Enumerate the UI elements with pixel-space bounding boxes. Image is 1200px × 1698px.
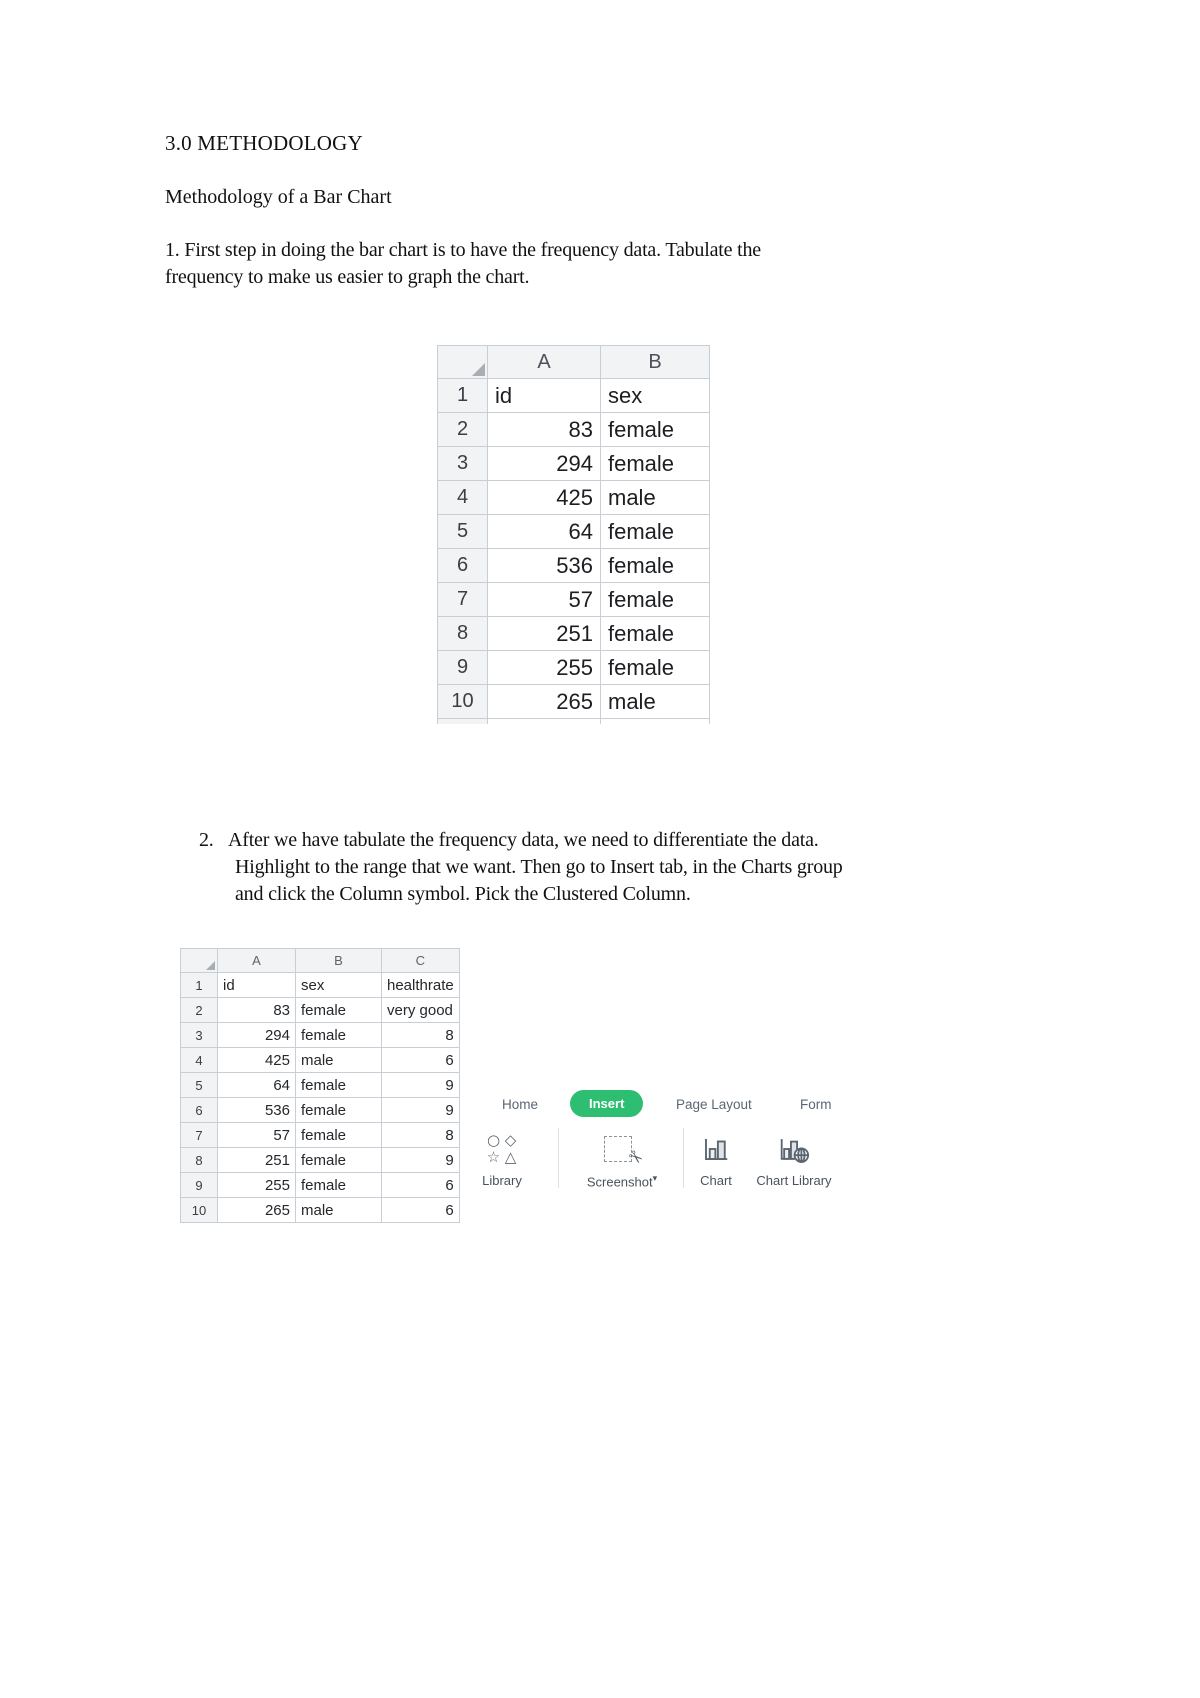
cell-b: female [296, 1098, 382, 1123]
chart-button[interactable] [686, 1130, 746, 1188]
cell-c: 9 [382, 1148, 460, 1173]
cell-a: 251 [218, 1148, 296, 1173]
table-row [181, 1098, 460, 1123]
row-number-cell: 5 [438, 515, 488, 549]
row-number-cell: 6 [438, 549, 488, 583]
cell-b: sex [296, 973, 382, 998]
star-shape-icon: ☆ [486, 1148, 501, 1166]
cell-b: female [601, 549, 710, 583]
diamond-shape-icon: ◇ [504, 1131, 517, 1149]
cell-c: 6 [382, 1048, 460, 1073]
cell-b: male [601, 481, 710, 515]
table-row [438, 617, 710, 651]
row-number-cell: 4 [181, 1048, 218, 1073]
row-number-cell: 10 [181, 1198, 218, 1223]
cell-a: 57 [218, 1123, 296, 1148]
table-row [438, 583, 710, 617]
cell-a: 265 [488, 685, 601, 719]
cell-c: very good [382, 998, 460, 1023]
cell-a: 536 [218, 1098, 296, 1123]
row-number-cell: 8 [181, 1148, 218, 1173]
table-row [181, 973, 460, 998]
step-1-line-1: 1. First step in doing the bar chart is to have the frequency data. Tabulate the [165, 239, 761, 261]
row-number-cell: 10 [438, 685, 488, 719]
table-row [438, 447, 710, 481]
table-row [438, 379, 710, 413]
cell-b: female [296, 1073, 382, 1098]
cell-b: female [601, 515, 710, 549]
screenshot-icon [604, 1130, 647, 1171]
tab-page-layout[interactable]: Page Layout [676, 1097, 752, 1112]
table-row [438, 481, 710, 515]
chart-library-label: Chart Library [756, 1173, 832, 1188]
table-row [438, 685, 710, 719]
circle-shape-icon: ○ [486, 1131, 501, 1149]
row-number-cell: 5 [181, 1073, 218, 1098]
triangle-shape-icon: △ [504, 1148, 517, 1166]
screenshot-button[interactable] [566, 1130, 678, 1189]
row-number-cell: 1 [181, 973, 218, 998]
row-number-cell: 7 [438, 583, 488, 617]
cell-b: male [296, 1048, 382, 1073]
sheet2-header-row [181, 949, 460, 973]
table-row [181, 998, 460, 1023]
cell-b: female [296, 1123, 382, 1148]
cell-b: female [601, 617, 710, 651]
spreadsheet-2 [180, 948, 460, 1223]
cell-a: id [218, 973, 296, 998]
group-divider [558, 1128, 559, 1188]
cell-a: 294 [218, 1023, 296, 1048]
cell-a: 64 [488, 515, 601, 549]
table-row [181, 1198, 460, 1223]
step-1-paragraph [165, 237, 761, 291]
table-row [438, 515, 710, 549]
cell-b: female [601, 583, 710, 617]
cell-c: 6 [382, 1198, 460, 1223]
step-1-line-2: frequency to make us easier to graph the chart. [165, 266, 530, 288]
row-number-cell: 3 [181, 1023, 218, 1048]
step-2-paragraph [199, 827, 843, 908]
column-header-a: A [218, 949, 296, 973]
select-all-cell [181, 949, 218, 973]
cell-b: male [601, 685, 710, 719]
table-row [181, 1073, 460, 1098]
partial-row [438, 719, 710, 725]
spreadsheet-1 [437, 345, 710, 724]
section-heading: 3.0 METHODOLOGY [165, 131, 363, 155]
cell-b: sex [601, 379, 710, 413]
cell-a: 265 [218, 1198, 296, 1223]
cell-a: 83 [218, 998, 296, 1023]
table-row [181, 1023, 460, 1048]
cell-a: 64 [218, 1073, 296, 1098]
step-2-number: 2. [199, 829, 214, 851]
step-2-line-1 [199, 827, 843, 854]
cell-b: male [296, 1198, 382, 1223]
step-2-line-3: and click the Column symbol. Pick the Clustered Column. [235, 883, 691, 905]
cell-c: 9 [382, 1073, 460, 1098]
column-header-b: B [601, 346, 710, 379]
row-number-cell: 2 [181, 998, 218, 1023]
row-number-cell: 6 [181, 1098, 218, 1123]
chart-library-button[interactable] [750, 1130, 838, 1188]
cell-a: 425 [218, 1048, 296, 1073]
bar-chart-icon [701, 1130, 731, 1168]
cell-c: 8 [382, 1123, 460, 1148]
cell-a: 536 [488, 549, 601, 583]
row-number-cell: 9 [438, 651, 488, 685]
cell-b: female [296, 1173, 382, 1198]
table-row [181, 1173, 460, 1198]
ribbon-screenshot [440, 1086, 840, 1204]
cell-b: female [296, 998, 382, 1023]
cell-a: 83 [488, 413, 601, 447]
library-button[interactable] [454, 1130, 550, 1188]
cell-a: 294 [488, 447, 601, 481]
table-row [438, 413, 710, 447]
row-number-cell: 2 [438, 413, 488, 447]
group-divider [683, 1128, 684, 1188]
table-row [181, 1123, 460, 1148]
table-row [438, 651, 710, 685]
sub-heading: Methodology of a Bar Chart [165, 186, 392, 208]
cell-a: 255 [488, 651, 601, 685]
table-row [181, 1148, 460, 1173]
column-header-a: A [488, 346, 601, 379]
table-row [438, 549, 710, 583]
scissors-icon: ✂ [622, 1145, 647, 1171]
dropdown-arrow-icon: ▾ [652, 1173, 658, 1183]
select-all-triangle-icon [206, 961, 215, 970]
row-number-cell: 9 [181, 1173, 218, 1198]
step-2-line-1-text: After we have tabulate the frequency data, we need to differentiate the data. [228, 829, 819, 851]
row-number-cell: 3 [438, 447, 488, 481]
cell-a: 251 [488, 617, 601, 651]
cell-b: female [601, 651, 710, 685]
step-2-line-2: Highlight to the range that we want. Then go to Insert tab, in the Charts group [235, 856, 843, 878]
screenshot-label: Screenshot▾ [586, 1173, 658, 1190]
chart-library-icon [778, 1130, 810, 1168]
cell-c: 6 [382, 1173, 460, 1198]
cell-b: female [296, 1023, 382, 1048]
table-row [181, 1048, 460, 1073]
sheet1-header-row [438, 346, 710, 379]
row-number-cell: 4 [438, 481, 488, 515]
tab-form[interactable]: Form [800, 1097, 832, 1112]
shapes-library-icon [485, 1130, 519, 1168]
cell-a: id [488, 379, 601, 413]
tab-insert[interactable]: Insert [570, 1090, 643, 1117]
cell-b: female [601, 413, 710, 447]
cell-c: healthrate [382, 973, 460, 998]
tab-home[interactable]: Home [502, 1097, 539, 1112]
row-number-cell: 7 [181, 1123, 218, 1148]
cell-a: 425 [488, 481, 601, 515]
library-label: Library [482, 1173, 522, 1188]
cell-b: female [296, 1148, 382, 1173]
cell-a: 57 [488, 583, 601, 617]
cell-b: female [601, 447, 710, 481]
row-number-cell: 8 [438, 617, 488, 651]
select-all-triangle-icon [472, 363, 485, 376]
column-header-c: C [382, 949, 460, 973]
column-header-b: B [296, 949, 382, 973]
select-all-cell [438, 346, 488, 379]
chart-label: Chart [700, 1173, 732, 1188]
cell-c: 8 [382, 1023, 460, 1048]
cell-c: 9 [382, 1098, 460, 1123]
row-number-cell: 1 [438, 379, 488, 413]
cell-a: 255 [218, 1173, 296, 1198]
